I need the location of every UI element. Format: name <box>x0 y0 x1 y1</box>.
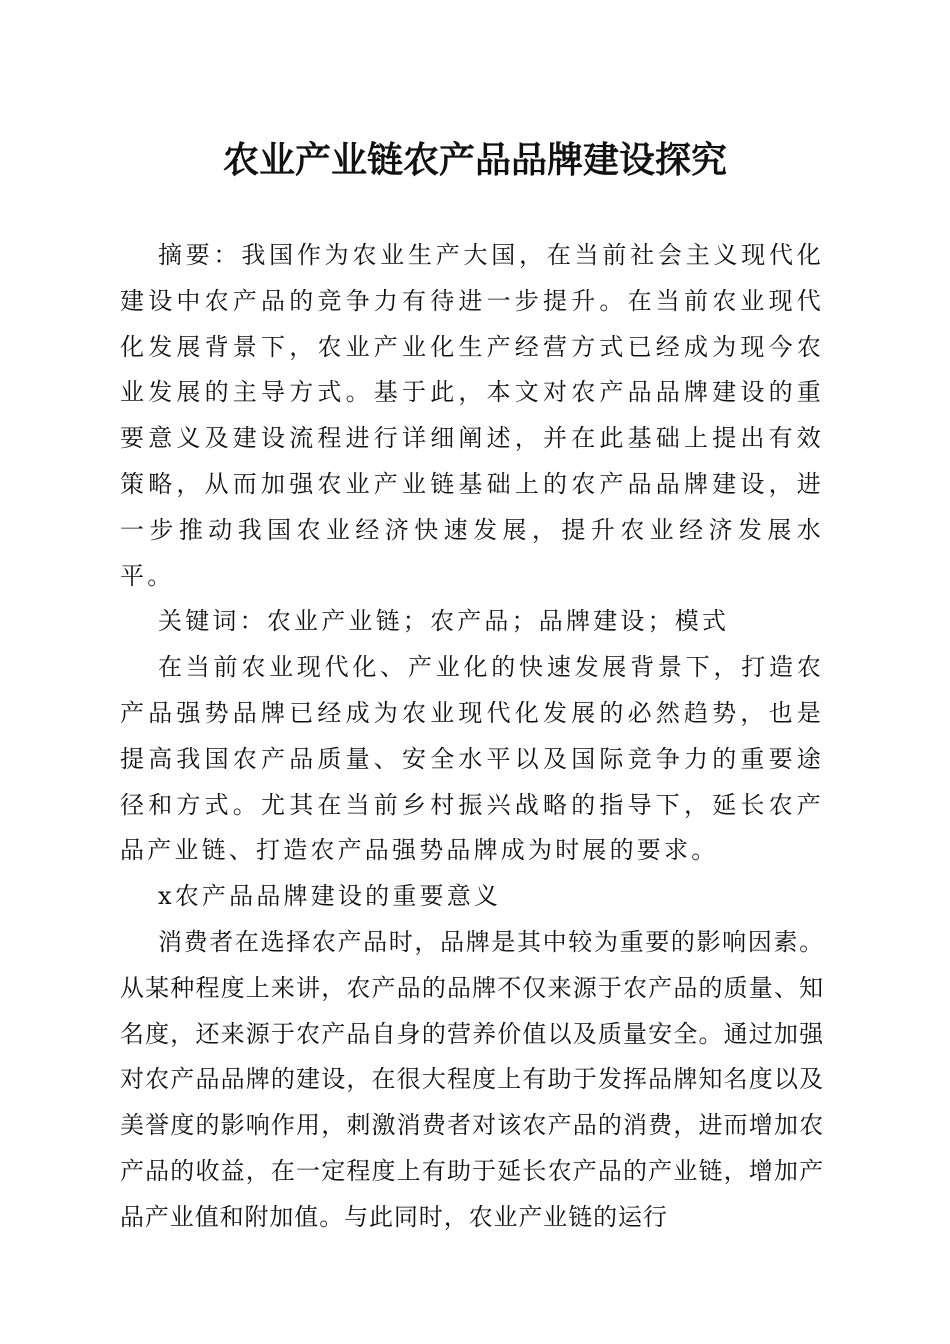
keywords-paragraph: 关键词：农业产业链；农产品；品牌建设；模式 <box>158 607 730 636</box>
section-heading: x农产品品牌建设的重要意义 <box>158 882 502 911</box>
document-body <box>120 233 824 1241</box>
section-body-paragraph: 消费者在选择农产品时，品牌是其中较为重要的影响因素。从某种程度上来讲，农产品的品牌不仅来源于农产品的质量、知名度，还来源于农产品自身的营养价值以及质量安全。通过加强对农产品品牌的建设，在很大程度上有助于发挥品牌知名度以及美誉度的影响作用，刺激消费者对该农产品的消费，进而增加农产品的收益，在一定程度上有助于延长农产品的产业链，增加产品产业值和附加值。与此同时，农业产业链的运行 <box>120 927 824 1231</box>
document-title: 农业产业链农产品品牌建设探究 <box>222 139 727 181</box>
abstract-paragraph: 摘要：我国作为农业生产大国，在当前社会主义现代化建设中农产品的竞争力有待进一步提升。在当前农业现代化发展背景下，农业产业化生产经营方式已经成为现今农业发展的主导方式。基于此，本文对农产品品牌建设的重要意义及建设流程进行详细阐述，并在此基础上提出有效策略，从而加强农业产业链基础上的农产品品牌建设，进一步推动我国农业经济快速发展，提升农业经济发展水平。 <box>120 241 824 590</box>
intro-paragraph: 在当前农业现代化、产业化的快速发展背景下，打造农产品强势品牌已经成为农业现代化发展的必然趋势，也是提高我国农产品质量、安全水平以及国际竞争力的重要途径和方式。尤其在当前乡村振兴战略的指导下，延长农产品产业链、打造农产品强势品牌成为时展的要求。 <box>120 653 824 865</box>
